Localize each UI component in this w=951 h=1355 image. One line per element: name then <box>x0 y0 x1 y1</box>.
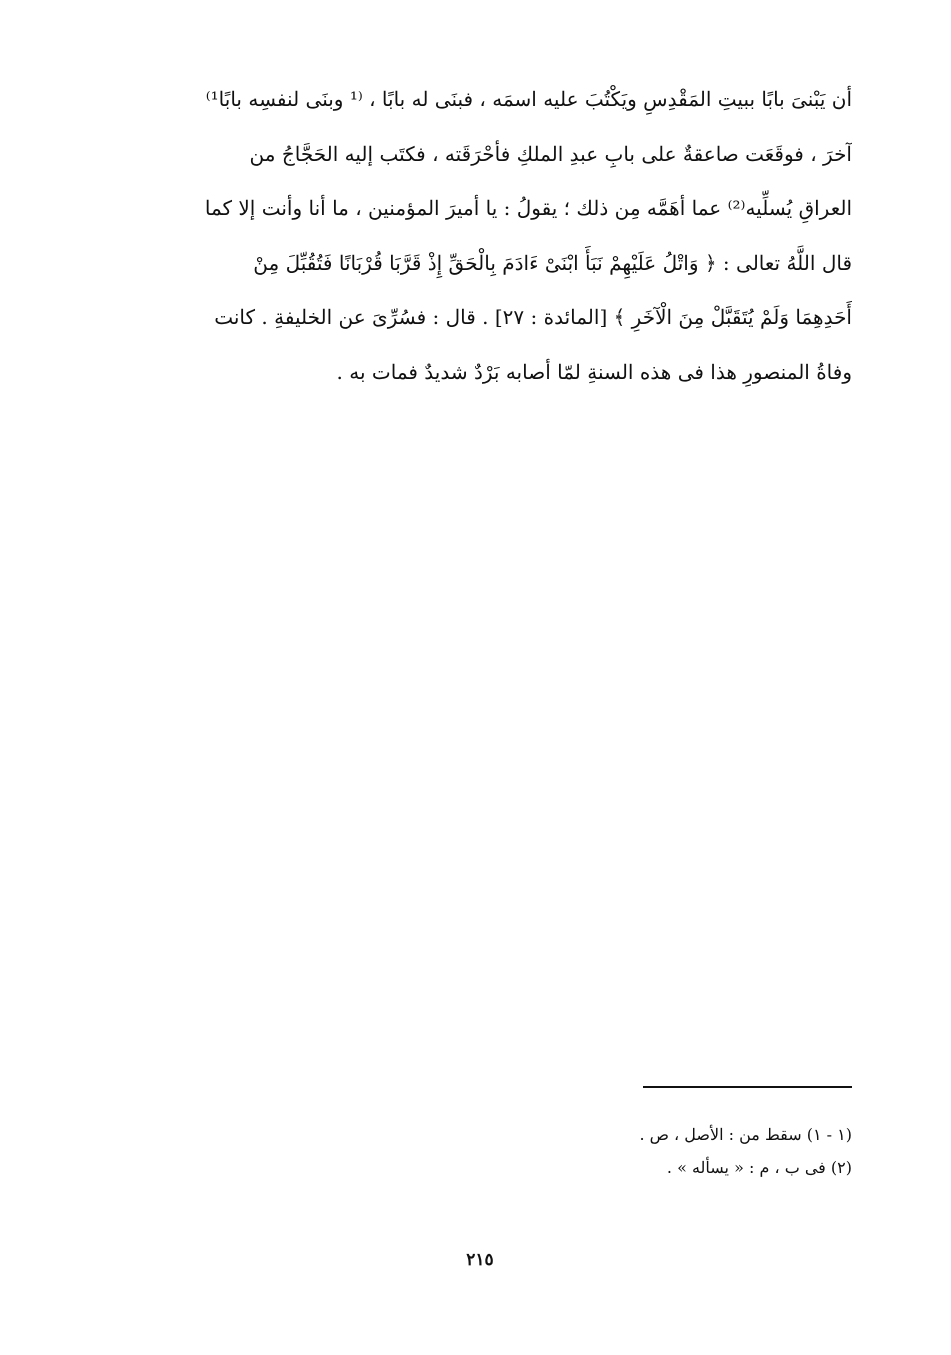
footnote-2: (٢) فى ب ، م : « يسأله » . <box>666 1158 852 1177</box>
body-line: وفاةُ المنصورِ هذا فى هذه السنةِ لمّا أصابه بَرْدٌ شديدٌ فمات به . <box>336 359 852 384</box>
body-line: العراقِ يُسلِّيه⁽²⁾ عما أهَمَّه مِن ذلك ؛ يقولُ : يا أميرَ المؤمنين ، ما أنا وأنت إلا كما <box>204 196 852 221</box>
body-line: آخرَ ، فوقَعَت صاعقةٌ على بابِ عبدِ الملكِ فأحْرَقَته ، فكتَب إليه الحَجَّاجُ من <box>249 141 852 166</box>
body-line: أن يَبْنىَ بابًا ببيتِ المَقْدِسِ ويَكْتُبَ عليه اسمَه ، فبنَى له بابًا ، ⁽¹ وبنَى لنفسِه بابًا¹⁾ <box>205 87 852 111</box>
page-number: ٢١٥ <box>466 1250 494 1270</box>
main-text-block <box>138 72 852 400</box>
footnotes-block <box>430 1118 852 1184</box>
body-line: قال اللَّهُ تعالى : ﴿ وَاتْلُ عَلَيْهِمْ نَبَأَ ابْنَىْ ءَادَمَ بِالْحَقِّ إِذْ قَرَّبَا قُرْبَانًا فَتُقُبِّلَ مِنْ <box>253 250 852 275</box>
footnote-divider <box>643 1086 852 1088</box>
body-line: أَحَدِهِمَا وَلَمْ يُتَقَبَّلْ مِنَ الْآخَرِ ﴾ [المائدة : ٢٧] . قال : فسُرِّىَ عن الخليفةِ . كانت <box>214 305 852 330</box>
footnote-1: (١ - ١) سقط من : الأصل ، ص . <box>639 1125 852 1144</box>
